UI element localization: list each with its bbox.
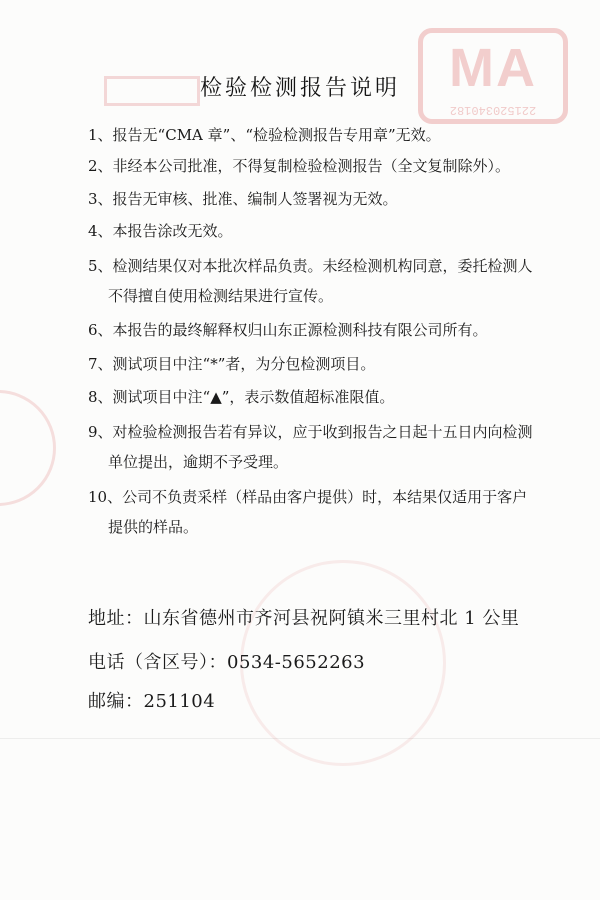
fold-line — [0, 738, 600, 739]
address-line: 地址：山东省德州市齐河县祝阿镇米三里村北 1 公里 — [88, 608, 520, 629]
postcode-line: 邮编：251104 — [88, 691, 216, 712]
note-text: 测试项目中注“*”者，为分包检测项目。 — [112, 355, 376, 373]
note-item — [88, 184, 558, 214]
cma-stamp-mark: MA — [449, 38, 537, 98]
note-number: 9、 — [88, 423, 113, 441]
note-text: 公司不负责采样（样品由客户提供）时，本结果仅适用于客户 — [122, 488, 528, 506]
note-text-continued: 不得擅自使用检测结果进行宣传。 — [108, 287, 334, 305]
note-text: 本报告的最终解释权归山东正源检测科技有限公司所有。 — [112, 321, 488, 339]
note-item — [88, 216, 558, 246]
note-number: 5、 — [88, 257, 113, 275]
note-item — [88, 482, 558, 542]
cma-stamp-number: 221520340182 — [449, 103, 537, 117]
note-text-continued: 提供的样品。 — [108, 518, 199, 536]
note-item — [88, 349, 558, 379]
note-text: 非经本公司批准，不得复制检验检测报告（全文复制除外）。 — [112, 157, 511, 175]
note-text: 测试项目中注“▲”，表示数值超标准限值。 — [112, 388, 395, 406]
note-text-continued: 单位提出，逾期不予受理。 — [108, 453, 289, 471]
note-text: 报告无“CMA 章”、“检验检测报告专用章”无效。 — [112, 126, 441, 144]
note-number: 3、 — [88, 190, 113, 208]
note-number: 8、 — [88, 388, 113, 406]
note-number: 6、 — [88, 321, 113, 339]
note-number: 1、 — [88, 126, 113, 144]
note-number: 7、 — [88, 355, 113, 373]
note-text: 本报告涂改无效。 — [112, 222, 233, 240]
note-number: 4、 — [88, 222, 113, 240]
note-item — [88, 120, 558, 150]
page-title: 检验检测报告说明 — [199, 76, 400, 101]
note-item — [88, 315, 558, 345]
note-item — [88, 151, 558, 181]
note-text: 检测结果仅对本批次样品负责。未经检测机构同意，委托检测人 — [112, 257, 533, 275]
note-number: 10、 — [88, 488, 123, 506]
note-item — [88, 251, 558, 311]
phone-line: 电话（含区号）：0534-5652263 — [88, 652, 366, 673]
note-text: 报告无审核、批准、编制人签署视为无效。 — [112, 190, 398, 208]
note-item — [88, 382, 558, 412]
note-number: 2、 — [88, 157, 113, 175]
note-item — [88, 417, 558, 477]
note-text: 对检验检测报告若有异议，应于收到报告之日起十五日内向检测 — [112, 423, 533, 441]
faint-edge-stamp — [0, 390, 56, 506]
